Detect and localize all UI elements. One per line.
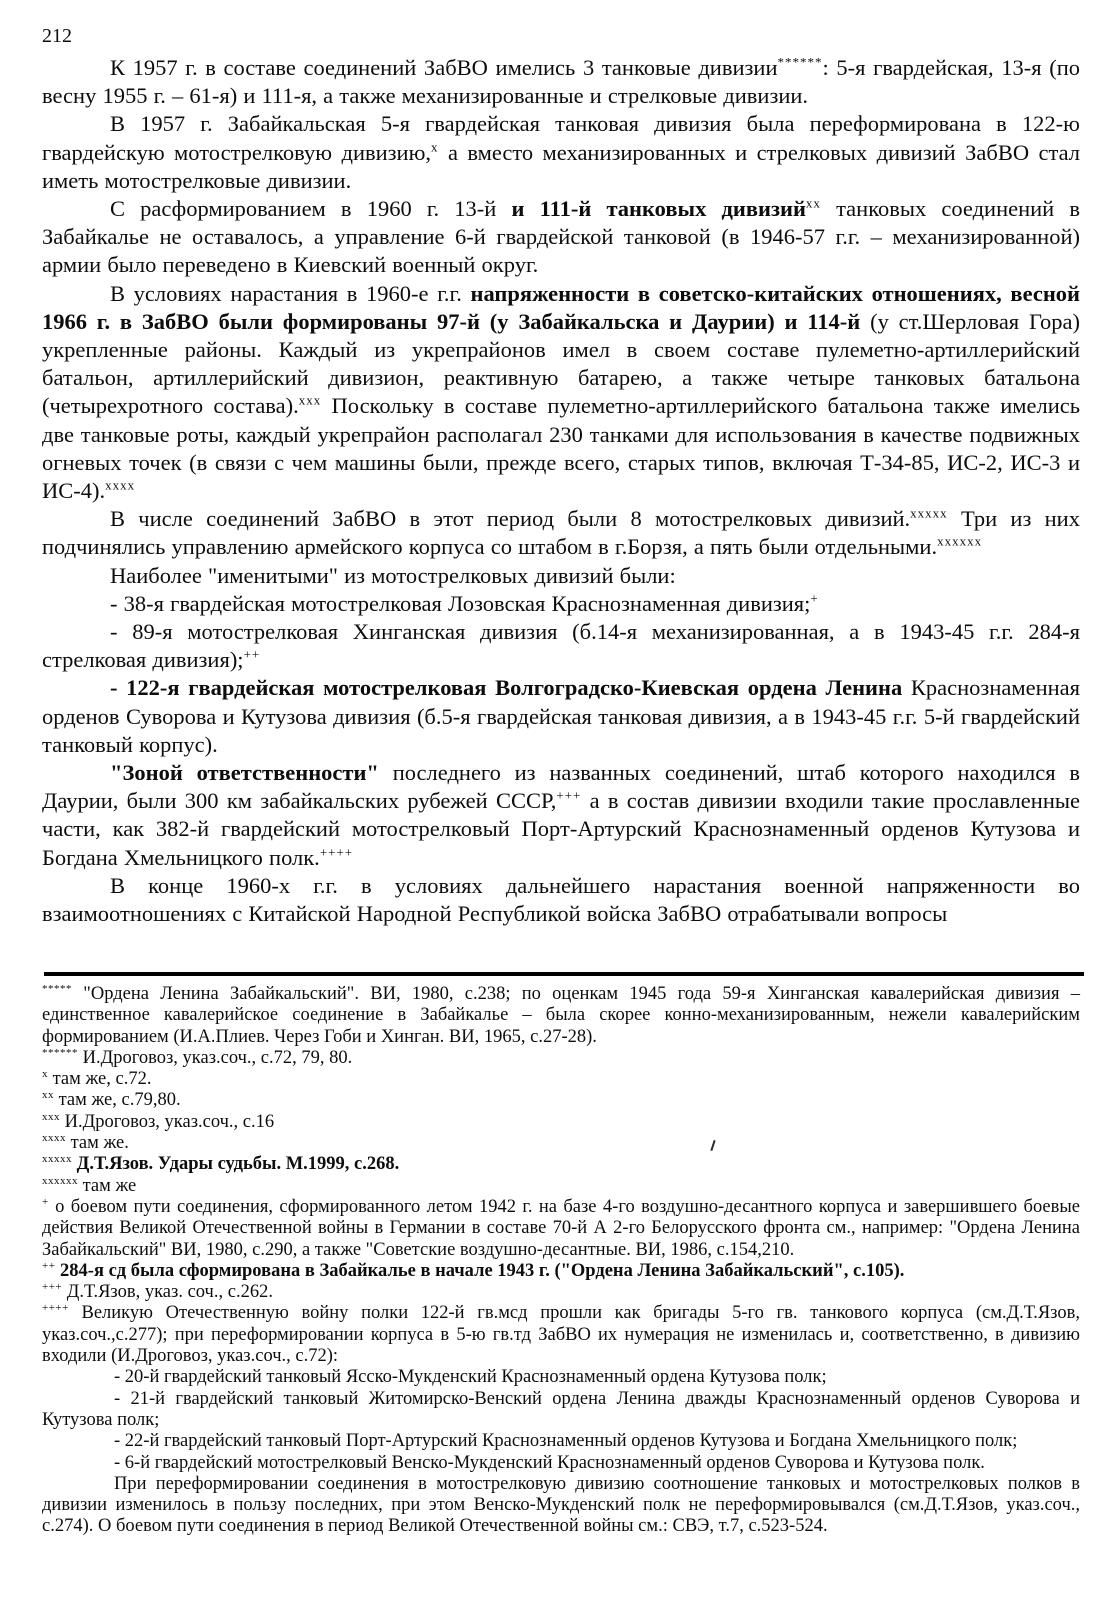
body-paragraph — [42, 195, 1080, 280]
footnote — [42, 1282, 1080, 1303]
text-run: - 21-й гвардейский танковый Житомирско-Венский ордена Ленина дважды Краснознаменный орденов Суворова и Кутузова полк; — [42, 1388, 1080, 1430]
footnote-marker: х — [431, 139, 439, 155]
footnote-marker: х — [42, 1068, 48, 1081]
text-run: - 20-й гвардейский танковый Ясско-Мукденский Краснознаменный ордена Кутузова полк; — [114, 1367, 827, 1388]
footnote-sub-paragraph — [42, 1431, 1080, 1452]
footnote-text — [42, 1154, 1080, 1175]
footnote-text — [42, 1197, 1080, 1261]
footnote-marker: хх — [805, 195, 821, 211]
footnote — [42, 1112, 1080, 1133]
text-run: При переформировании соединения в мотострелковую дивизию соотношение танковых и мотострелковых полков в дивизии изменилось в пользу последних, при этом Венско-Мукденский полк не переформировывался (см.Д.Т.Язов, указ.соч., с.274). О боевом пути соединения в период Великой Отечественной войны см.: СВЭ, т.7, с.523-524. — [42, 1473, 1080, 1537]
footnote-text — [42, 1133, 1080, 1154]
footnote — [42, 1069, 1080, 1090]
footnote — [42, 1048, 1080, 1069]
text-run: "Зоной ответственности" — [110, 760, 379, 786]
footnote — [42, 1261, 1080, 1282]
text-run: В 1957 г. Забайкальская 5-я гвардейская танковая дивизия была переформирована в 122-ю гвардейскую мотострелковую дивизию, — [42, 111, 1080, 165]
text-run: там же. — [70, 1133, 129, 1154]
text-run: о боевом пути соединения, сформированного летом 1942 г. на базе 4-го воздушно-десантного корпуса и завершившего боевые действия Великой Отечественной войны в Германии в составе 70-й А 2-го Белорусского фронта см., например: "Ордена Ленина Забайкальский" ВИ, 1980, с.290, а также "Советские воздушно-десантные. ВИ, 1986, с.154,210. — [42, 1196, 1081, 1260]
text-run: С расформированием в 1960 г. 13-й — [110, 196, 512, 222]
footnote — [42, 1154, 1080, 1175]
text-run: напряженности в советско-китайских отношениях, весной 1966 г. в ЗабВО были формированы 97-й (у Забайкальска и Даурии) и 114-й — [42, 280, 1080, 334]
text-run: Д.Т.Язов. Удары судьбы. М.1999, с.268. — [76, 1154, 400, 1175]
footnote-marker: ***** — [42, 982, 72, 995]
text-run: "Ордена Ленина Забайкальский". ВИ, 1980, с.238; по оценкам 1945 года 59-я Хинганская кавалерийская дивизия – единственное кавалерийское соединение в Забайкалье – была скорее конно-механизированным, нежели кавалерийским формированием (И.А.Плиев. Через Гоби и Хинган. ВИ, 1965, с.27-28). — [42, 984, 1080, 1047]
text-run: В условиях нарастания в 1960-е г.г. — [110, 280, 471, 306]
page-number: 212 — [42, 25, 72, 47]
footnote-marker: ххх — [298, 392, 322, 408]
footnote-marker: ****** — [777, 54, 823, 70]
footnote-text — [42, 1303, 1080, 1367]
footnote-sub-paragraph — [42, 1367, 1080, 1388]
footnote-marker: ххххх — [42, 1153, 72, 1166]
footnote-text — [42, 1176, 1080, 1197]
footnote — [42, 1197, 1080, 1261]
text-run: И.Дроговоз, указ.соч., с.16 — [64, 1111, 275, 1132]
footnote-marker: хххх — [105, 477, 136, 493]
footnote-marker: ++ — [243, 646, 261, 662]
text-run: 284-я сд была сформирована в Забайкалье в начале 1943 г. ("Ордена Ленина Забайкальский", с.105). — [60, 1260, 905, 1281]
footnote-text — [42, 1282, 1080, 1303]
text-run: там же, с.72. — [52, 1069, 152, 1090]
text-run: там же — [82, 1175, 137, 1196]
text-run: И.Дроговоз, указ.соч., с.72, 79, 80. — [82, 1047, 353, 1068]
body-paragraph — [42, 759, 1080, 872]
text-run: там же, с.79,80. — [58, 1090, 181, 1111]
footnote-sub-paragraph — [42, 1453, 1080, 1474]
footnote-text — [42, 1090, 1080, 1111]
footnote-marker: хх — [42, 1089, 54, 1102]
footnote-marker: + — [42, 1195, 49, 1208]
text-run: последнего из названных соединений, штаб которого находился в Даурии, были 300 км забайкальских рубежей СССР, — [42, 760, 1080, 814]
footnote-marker: ххххх — [910, 505, 948, 521]
footnote-text — [42, 1048, 1080, 1069]
footnote-marker: + — [810, 590, 819, 606]
text-run: - 6-й гвардейский мотострелковый Венско-Мукденский Краснознаменный орденов Суворова и Кутузова полк. — [114, 1452, 985, 1473]
text-run: Три из них подчинялись управлению армейского корпуса со штабом в г.Борзя, а пять были отдельными. — [42, 506, 1080, 560]
body-paragraph — [42, 505, 1080, 561]
body-paragraph — [42, 280, 1080, 506]
text-run: а в состав дивизии входили такие прославленные части, как 382-й гвардейский мотострелковый Порт-Артурский Краснознаменный орденов Кутузова и Богдана Хмельницкого полк. — [42, 788, 1080, 870]
footnote-marker: ++++ — [42, 1302, 69, 1315]
body-paragraph — [42, 562, 1080, 590]
footnote-text — [42, 1112, 1080, 1133]
text-run: К 1957 г. в составе соединений ЗабВО имелись 3 танковые дивизии — [110, 55, 778, 80]
text-run: танковых соединений в Забайкалье не оставалось, а управление 6-й гвардейской танковой (в 1946-57 г.г. – механизированной) армии было переведено в Киевский военный округ. — [42, 196, 1080, 278]
text-run: Поскольку в составе пулеметно-артиллерийского батальона также имелись две танковые роты, каждый укрепрайон располагал 230 танками для использования в качестве подвижных огневых точек (в связи с чем машины были, прежде всего, старых типов, включая Т-34-85, ИС-2, ИС-3 и ИС-4). — [42, 393, 1080, 504]
footnote-marker: хххххх — [42, 1174, 78, 1187]
footnote-marker: +++ — [556, 787, 582, 803]
footnote — [42, 1133, 1080, 1154]
body-paragraph — [42, 54, 1080, 110]
text-run: - 122-я гвардейская мотострелковая Волгоградско-Киевская ордена Ленина — [110, 675, 911, 701]
body-paragraph — [42, 618, 1080, 674]
text-run: а вместо механизированных и стрелковых дивизий ЗабВО стал иметь мотострелковые дивизии. — [42, 139, 1080, 193]
footnote — [42, 1176, 1080, 1197]
text-run: Д.Т.Язов, указ. соч., с.262. — [66, 1282, 273, 1303]
text-run: В конце 1960-х г.г. в условиях дальнейшего нарастания военной напряженности во взаимоотношениях с Китайской Народной Республикой войска ЗабВО отрабатывали вопросы — [42, 872, 1080, 927]
footnote — [42, 1090, 1080, 1111]
text-run: (у ст.Шерловая Гора) укрепленные районы. Каждый из укрепрайонов имел в своем составе пулеметно-артиллерийский батальон, артиллерийский дивизион, реактивную батарею, а также четыре танковых батальона (четырехротного состава). — [42, 308, 1080, 419]
footnote — [42, 984, 1080, 1048]
body-paragraph — [42, 674, 1080, 759]
text-run: - 38-я гвардейская мотострелковая Лозовская Краснознаменная дивизия; — [110, 590, 811, 616]
footnote-sub-paragraph — [42, 1474, 1080, 1538]
text-run: : 5-я гвардейская, 13-я (по весну 1955 г. – 61-я) и 111-я, а также механизированные и стрелковые дивизии. — [42, 55, 1080, 109]
footnote-text — [42, 1069, 1080, 1090]
footnote-text — [42, 984, 1080, 1048]
body-paragraph — [42, 590, 1080, 618]
body — [42, 54, 1080, 928]
text-run: В числе соединений ЗабВО в этот период были 8 мотострелковых дивизий. — [110, 506, 911, 532]
footnote-marker: ****** — [42, 1046, 78, 1059]
footnote-marker: +++ — [42, 1281, 63, 1293]
footnote-separator — [44, 972, 1084, 976]
text-run: - 22-й гвардейский танковый Порт-Артурский Краснознаменный орденов Кутузова и Богдана Хмельницкого полк; — [114, 1431, 1018, 1452]
footnote-marker: ++ — [42, 1259, 56, 1272]
footnote-marker: ++++ — [319, 844, 354, 860]
text-run: Краснознаменная орденов Суворова и Кутузова дивизия (б.5-я гвардейская танковая дивизия, а в 1943-45 г.г. 5-й гвардейский танковый корпус). — [42, 675, 1080, 757]
text-run: и 111-й танковых дивизий — [511, 196, 806, 222]
text-run: Великую Отечественную войну полки 122-й гв.мсд прошли как бригады 5-го гв. танкового корпуса (см.Д.Т.Язов, указ.соч.,с.277); при переформировании корпуса в 5-ю гв.тд ЗабВО их нумерация не изменилась и, соответственно, в дивизию входили (И.Дроговоз, указ.соч., с.72): — [42, 1303, 1080, 1367]
footnote-sub-paragraph — [42, 1389, 1080, 1432]
footnote-marker: ххх — [42, 1110, 60, 1123]
footnotes — [42, 984, 1080, 1538]
footnote-marker: хххххх — [937, 533, 983, 549]
text-run: - 89-я мотострелковая Хинганская дивизия (б.14-я механизированная, а в 1943-45 г.г. 284-я стрелковая дивизия); — [42, 619, 1080, 673]
body-paragraph — [42, 872, 1080, 928]
text-run: Наиболее "именитыми" из мотострелковых дивизий были: — [110, 562, 676, 588]
footnote-text — [42, 1261, 1080, 1282]
footnote — [42, 1303, 1080, 1537]
body-paragraph — [42, 110, 1080, 195]
footnote-marker: хххх — [42, 1131, 66, 1144]
